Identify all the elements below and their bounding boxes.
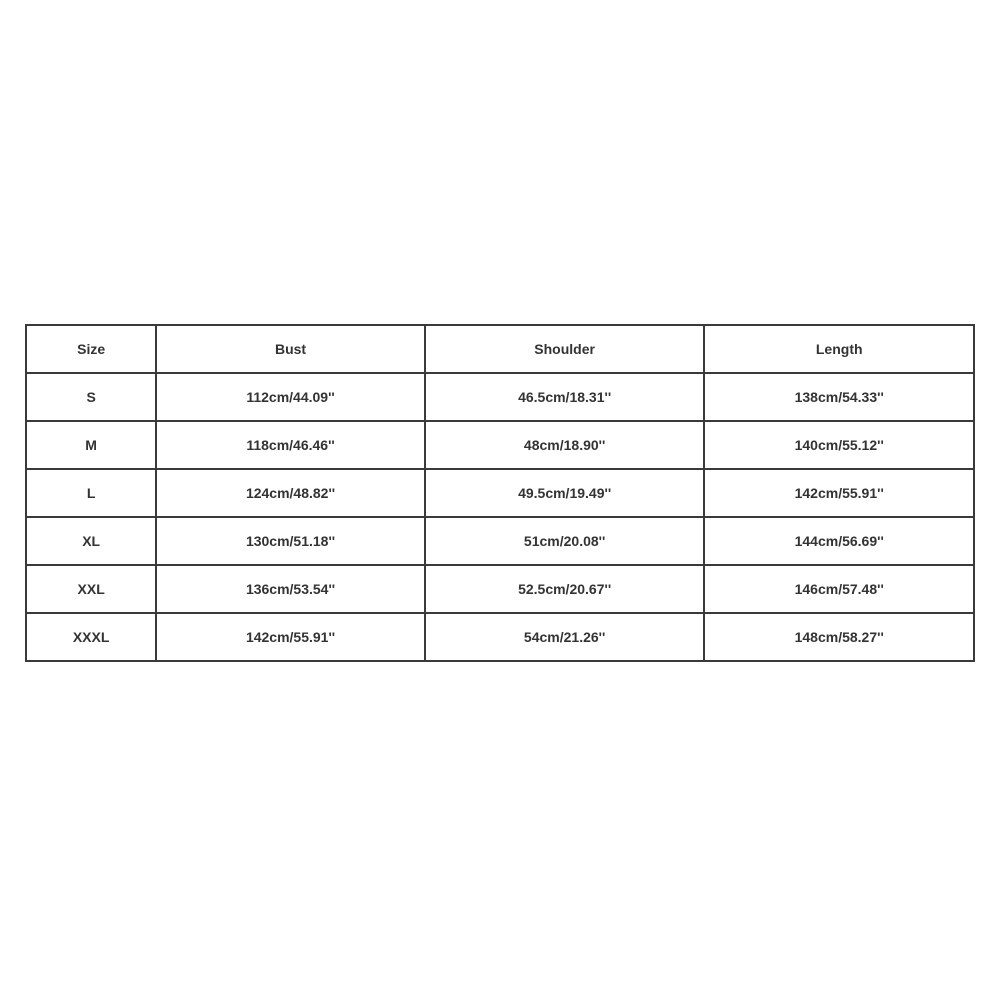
length-cell: 148cm/58.27'' bbox=[704, 613, 974, 661]
table-row bbox=[26, 373, 974, 421]
size-cell: XL bbox=[26, 517, 156, 565]
size-cell: XXXL bbox=[26, 613, 156, 661]
header-length: Length bbox=[704, 325, 974, 373]
shoulder-cell: 48cm/18.90'' bbox=[425, 421, 705, 469]
length-cell: 146cm/57.48'' bbox=[704, 565, 974, 613]
bust-cell: 118cm/46.46'' bbox=[156, 421, 425, 469]
shoulder-cell: 54cm/21.26'' bbox=[425, 613, 705, 661]
header-row bbox=[26, 325, 974, 373]
length-cell: 140cm/55.12'' bbox=[704, 421, 974, 469]
table-row bbox=[26, 517, 974, 565]
shoulder-cell: 51cm/20.08'' bbox=[425, 517, 705, 565]
size-cell: M bbox=[26, 421, 156, 469]
length-cell: 138cm/54.33'' bbox=[704, 373, 974, 421]
shoulder-cell: 49.5cm/19.49'' bbox=[425, 469, 705, 517]
bust-cell: 130cm/51.18'' bbox=[156, 517, 425, 565]
table-row bbox=[26, 469, 974, 517]
size-cell: L bbox=[26, 469, 156, 517]
size-chart-table bbox=[25, 324, 975, 662]
shoulder-cell: 52.5cm/20.67'' bbox=[425, 565, 705, 613]
length-cell: 144cm/56.69'' bbox=[704, 517, 974, 565]
bust-cell: 124cm/48.82'' bbox=[156, 469, 425, 517]
table-row bbox=[26, 421, 974, 469]
length-cell: 142cm/55.91'' bbox=[704, 469, 974, 517]
header-shoulder: Shoulder bbox=[425, 325, 705, 373]
bust-cell: 112cm/44.09'' bbox=[156, 373, 425, 421]
table-row bbox=[26, 613, 974, 661]
size-cell: XXL bbox=[26, 565, 156, 613]
bust-cell: 136cm/53.54'' bbox=[156, 565, 425, 613]
size-cell: S bbox=[26, 373, 156, 421]
header-size: Size bbox=[26, 325, 156, 373]
table-row bbox=[26, 565, 974, 613]
shoulder-cell: 46.5cm/18.31'' bbox=[425, 373, 705, 421]
bust-cell: 142cm/55.91'' bbox=[156, 613, 425, 661]
header-bust: Bust bbox=[156, 325, 425, 373]
